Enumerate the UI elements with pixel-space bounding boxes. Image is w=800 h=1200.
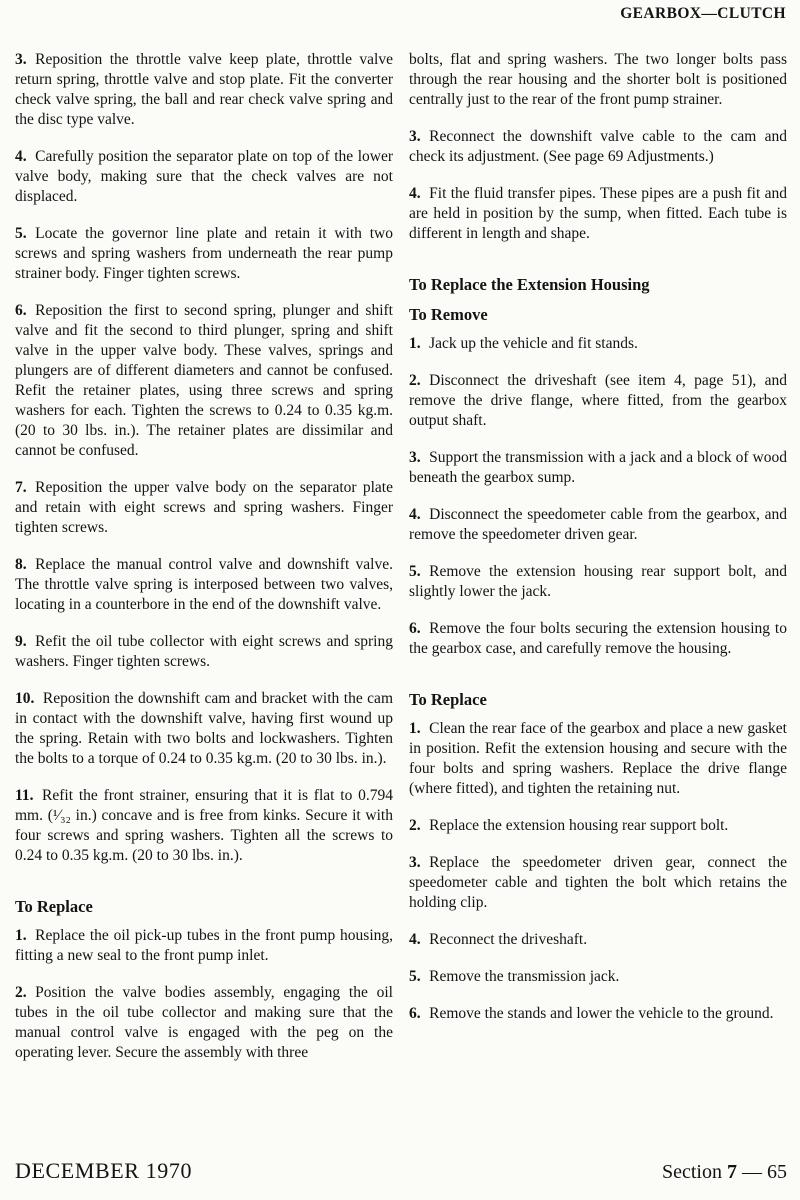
step-number: 4. (409, 185, 421, 202)
right-column (409, 50, 787, 1080)
left-column (15, 50, 393, 1080)
continuation-paragraph: bolts, flat and spring washers. The two longer bolts pass through the rear housing and the shorter bolt is positioned centrally just to the rear of the front pump strainer. (409, 51, 787, 108)
numbered-step: 1. Clean the rear face of the gearbox and place a new gasket in position. Refit the extension housing and secure with the four bolts and spring washers. Replace the drive flange (where fitted), and tighten the retaining nut. (409, 720, 787, 797)
numbered-step: 5. Remove the transmission jack. (409, 968, 620, 985)
page-title: GEARBOX—CLUTCH (620, 5, 786, 22)
step-number: 5. (409, 968, 421, 985)
step-number: 7. (15, 479, 27, 496)
numbered-step: 6. Remove the stands and lower the vehicle to the ground. (409, 1005, 774, 1022)
step-number: 11. (15, 787, 34, 804)
numbered-step: 9. Refit the oil tube collector with eight screws and spring washers. Finger tighten screws. (15, 633, 393, 670)
numbered-step: 3. Replace the speedometer driven gear, connect the speedometer cable and tighten the bolt which retains the holding clip. (409, 854, 787, 911)
numbered-step: 4. Disconnect the speedometer cable from the gearbox, and remove the speedometer driven gear. (409, 506, 787, 543)
step-number: 1. (409, 720, 421, 737)
step-number: 2. (409, 372, 421, 389)
page-body (15, 50, 787, 1080)
step-number: 4. (409, 931, 421, 948)
numbered-step: 3. Reposition the throttle valve keep plate, throttle valve return spring, throttle valve and stop plate. Fit the converter check valve spring, the ball and rear check valve spring and the disc type valve. (15, 51, 393, 128)
step-number: 2. (15, 984, 27, 1001)
footer-dash: — (742, 1161, 762, 1183)
step-number: 4. (409, 506, 421, 523)
step-number: 3. (409, 449, 421, 466)
step-number: 3. (15, 51, 27, 68)
step-number: 8. (15, 556, 27, 573)
numbered-step: 8. Replace the manual control valve and downshift valve. The throttle valve spring is interposed between two valves, locating in a counterbore in the end of the downshift valve. (15, 556, 393, 613)
step-number: 5. (409, 563, 421, 580)
numbered-step: 5. Locate the governor line plate and retain it with two screws and spring washers from underneath the rear pump strainer body. Finger tighten screws. (15, 225, 393, 282)
step-number: 6. (15, 302, 27, 319)
footer-section-number: 7 (727, 1161, 737, 1183)
numbered-step: 4. Carefully position the separator plate on top of the lower valve body, making sure that the check valves are not displaced. (15, 148, 393, 205)
section-heading: To Replace (15, 897, 93, 916)
section-heading: To Replace (409, 690, 487, 709)
numbered-step: 5. Remove the extension housing rear support bolt, and slightly lower the jack. (409, 563, 787, 600)
page-footer (15, 1158, 787, 1184)
numbered-step: 6. Reposition the first to second spring, plunger and shift valve and fit the second to third plunger, spring and shift valve in the upper valve body. These valves, springs and plungers are of different diameters and cannot be confused. Refit the retainer plates, using three screws and spring washers for each. Tighten the screws to 0.24 to 0.35 kg.m. (20 to 30 lbs. in.). The retainer plates are dissimilar and cannot be confused. (15, 302, 393, 459)
numbered-step: 1. Replace the oil pick-up tubes in the front pump housing, fitting a new seal to the front pump inlet. (15, 927, 393, 964)
step-number: 1. (15, 927, 27, 944)
section-heading: To Replace the Extension Housing (409, 275, 650, 294)
numbered-step: 2. Disconnect the driveshaft (see item 4, page 51), and remove the drive flange, where fitted, from the gearbox output shaft. (409, 372, 787, 429)
footer-section-page (662, 1161, 787, 1184)
step-number: 5. (15, 225, 27, 242)
step-number: 6. (409, 1005, 421, 1022)
numbered-step: 2. Replace the extension housing rear support bolt. (409, 817, 729, 834)
numbered-step: 7. Reposition the upper valve body on the separator plate and retain with eight screws and spring washers. Finger tighten screws. (15, 479, 393, 536)
footer-section-label: Section (662, 1161, 722, 1183)
numbered-step: 4. Reconnect the driveshaft. (409, 931, 588, 948)
footer-page-number: 65 (767, 1161, 787, 1183)
step-number: 2. (409, 817, 421, 834)
step-number: 4. (15, 148, 27, 165)
numbered-step: 11. Refit the front strainer, ensuring that it is flat to 0.794 mm. (¹⁄₃₂ in.) concave and is free from kinks. Secure it with four screws and spring washers. Tighten all the screws to 0.24 to 0.35 kg.m. (20 to 30 lbs. in.). (15, 787, 393, 864)
numbered-step: 4. Fit the fluid transfer pipes. These pipes are a push fit and are held in position by the sump, when fitted. Each tube is different in length and shape. (409, 185, 787, 242)
numbered-step: 2. Position the valve bodies assembly, engaging the oil tubes in the oil tube collector and making sure that the manual control valve is engaged with the peg on the operating lever. Secure the assembly with three (15, 984, 393, 1061)
step-number: 9. (15, 633, 27, 650)
section-heading: To Remove (409, 305, 488, 324)
step-number: 6. (409, 620, 421, 637)
numbered-step: 3. Support the transmission with a jack and a block of wood beneath the gearbox sump. (409, 449, 787, 486)
footer-date: DECEMBER 1970 (15, 1158, 193, 1183)
numbered-step: 6. Remove the four bolts securing the extension housing to the gearbox case, and carefully remove the housing. (409, 620, 787, 657)
numbered-step: 3. Reconnect the downshift valve cable to the cam and check its adjustment. (See page 69 Adjustments.) (409, 128, 787, 165)
step-number: 3. (409, 128, 421, 145)
numbered-step: 1. Jack up the vehicle and fit stands. (409, 335, 638, 352)
step-number: 3. (409, 854, 421, 871)
numbered-step: 10. Reposition the downshift cam and bracket with the cam in contact with the downshift valve, having first wound up the spring. Retain with two bolts and lockwashers. Tighten the bolts to a torque of 0.24 to 0.35 kg.m. (20 to 30 lbs. in.). (15, 690, 393, 767)
step-number: 1. (409, 335, 421, 352)
step-number: 10. (15, 690, 35, 707)
